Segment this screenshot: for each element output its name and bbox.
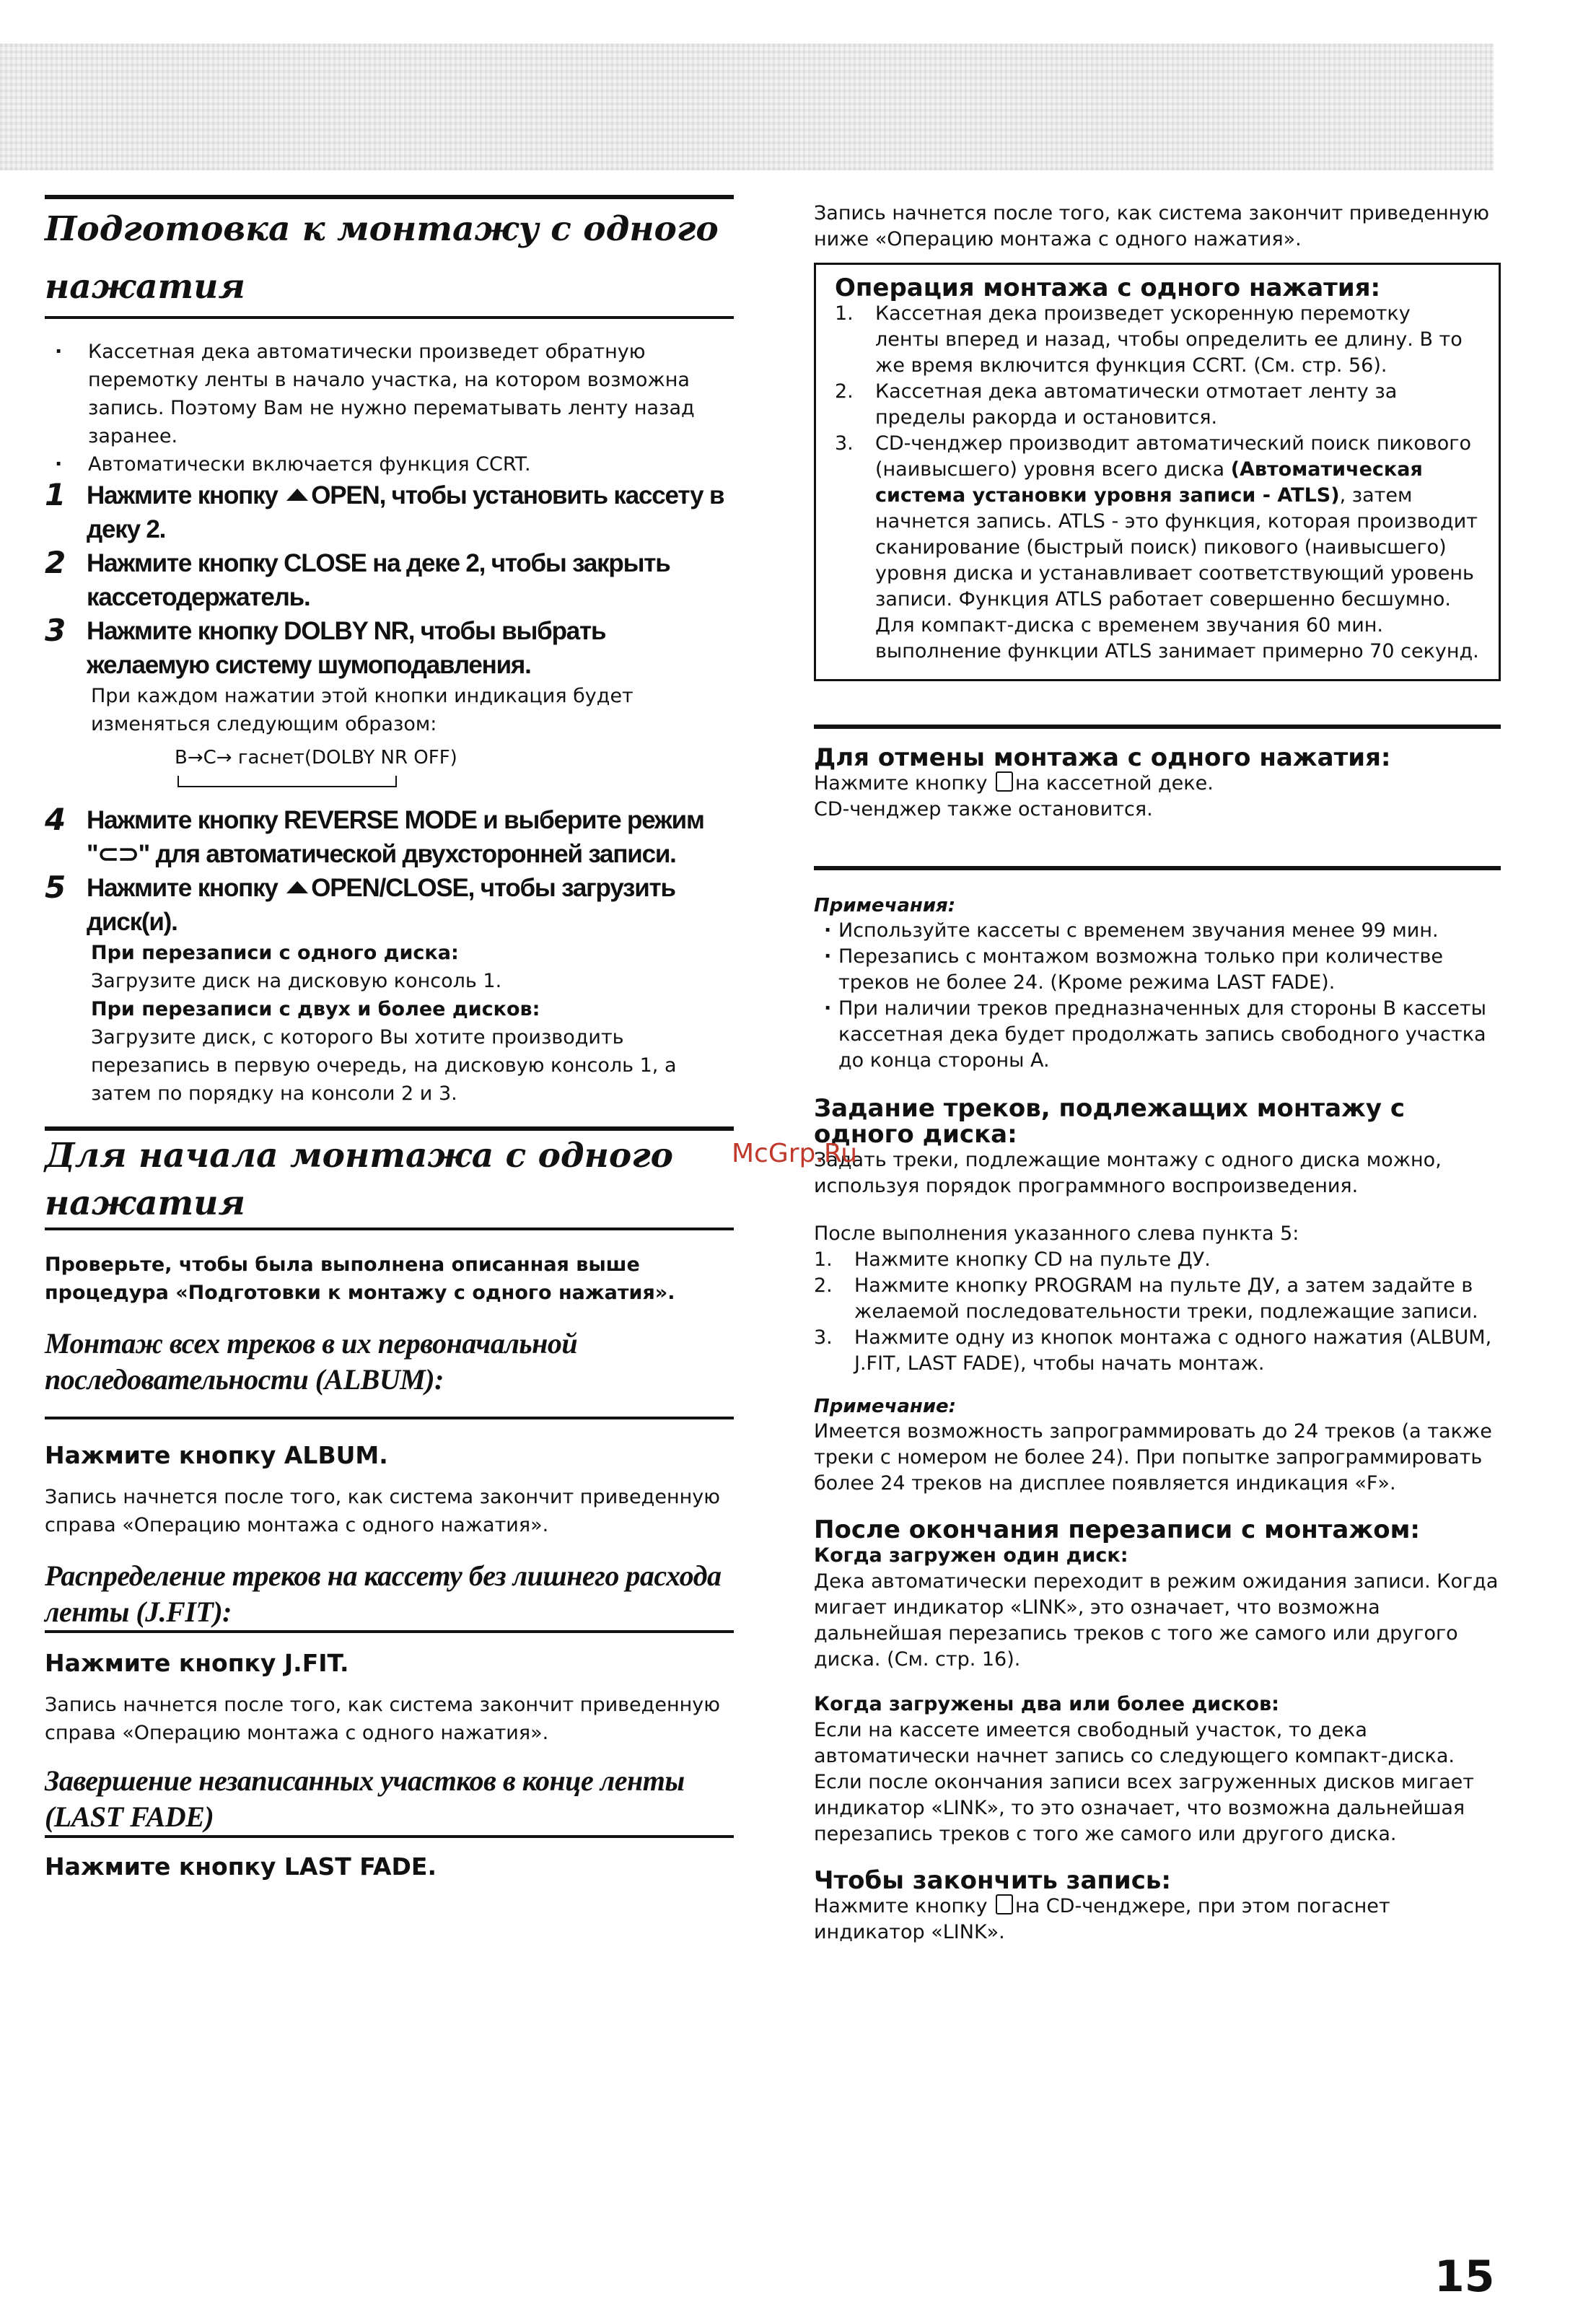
rule <box>45 1126 734 1131</box>
diagram-label: B→C→ гаснет(DOLBY NR OFF) <box>175 747 457 769</box>
jfit-text: Запись начнется после того, как система закончит приведенную справа «Операцию монтажа с одного нажатия». <box>45 1694 720 1744</box>
page-number: 15 <box>1434 2251 1495 2302</box>
after-end-title: После окончания перезаписи с монтажом: <box>814 1515 1420 1544</box>
step-4 <box>45 803 734 871</box>
prep-title: Подготовка к монтажу с одного нажатия <box>45 209 719 307</box>
sub-text: Загрузите диск на дисковую консоль 1. <box>91 970 502 992</box>
stop-icon <box>996 771 1013 792</box>
item-text: Нажмите одну из кнопок монтажа с одного нажатия (ALBUM, J.FIT, LAST FADE), чтобы начать монтаж. <box>854 1326 1492 1375</box>
list-item: · Автоматически включается функция CCRT. <box>45 450 734 478</box>
lastfade-title: Завершение незаписанных участков в конце ленты (LAST FADE) <box>45 1764 685 1833</box>
left-column <box>45 195 734 1881</box>
step-text: Нажмите кнопку <box>87 874 278 902</box>
list-item: · Перезапись с монтажом возможна только при количестве треков не более 24. (Кроме режима LAST FADE). <box>814 944 1501 996</box>
operation-box <box>814 263 1501 681</box>
step-3-sub: При каждом нажатии этой кнопки индикация будет изменяться следующим образом: <box>91 685 633 735</box>
step-1 <box>45 478 734 546</box>
item-text: , затем начнется запись. ATLS - это функция, которая производит сканирование (быстрый поиск) пикового (наивысшего) уровня диска и устанавливает соответствующий уровень записи. Функция ATLS работает совершенно бесшумно. Для компакт-диска с временем звучания 60 мин. выполнение функции ATLS занимает примерно 70 секунд. <box>875 484 1479 662</box>
tracks-title: Задание треков, подлежащих монтажу с одного диска: <box>814 1094 1406 1149</box>
header-texture-band <box>0 43 1494 170</box>
tracks-note-text: Имеется возможность запрограммировать до 24 треков (а также треки с номером не более 24). При попытке запрограммировать более 24 треков на дисплее появляется индикация «F». <box>814 1420 1492 1495</box>
sub-heading: При перезаписи с двух и более дисков: <box>91 998 540 1020</box>
rule <box>45 195 734 199</box>
text: Нажмите кнопку <box>814 1895 988 1917</box>
tracks-note-title: Примечание: <box>814 1396 957 1417</box>
step-5-sub <box>45 939 734 1108</box>
sub-heading: При перезаписи с одного диска: <box>91 942 459 964</box>
tracks-after: После выполнения указанного слева пункта 5: <box>814 1222 1299 1245</box>
item-text: Нажмите кнопку CD на пульте ДУ. <box>854 1248 1211 1271</box>
cancel-line1 <box>814 771 1501 797</box>
lastfade-instruction: Нажмите кнопку LAST FADE. <box>45 1852 437 1881</box>
jfit-instruction: Нажмите кнопку J.FIT. <box>45 1649 349 1677</box>
list-item: · При наличии треков предназначенных для стороны B кассеты кассетная дека будет продолжать запись свободного участка до конца стороны A. <box>814 996 1501 1074</box>
item-text: Нажмите кнопку PROGRAM на пульте ДУ, а затем задайте в желаемой последовательности треки, подлежащие записи. <box>854 1274 1478 1323</box>
list-item: 1. Нажмите кнопку CD на пульте ДУ. <box>814 1247 1501 1273</box>
text: на CD-ченджере, при этом погаснет индикатор «LINK». <box>814 1895 1390 1943</box>
tracks-text: Задать треки, подлежащие монтажу с одного диска можно, используя порядок программного воспроизведения. <box>814 1149 1442 1197</box>
operation-list <box>835 301 1480 665</box>
start-title: Для начала монтажа с одного нажатия <box>45 1136 674 1223</box>
cancel-line2: CD-ченджер также остановится. <box>814 798 1153 820</box>
eject-icon <box>286 881 308 893</box>
start-intro: Проверьте, чтобы была выполнена описанная выше процедура «Подготовки к монтажу с одного нажатия». <box>45 1253 675 1304</box>
after-end-two-text2: Если после окончания записи всех загруженных дисков мигает индикатор «LINK», то это означает, что возможна дальнейшая перезапись треков с того же самого или другого диска. <box>814 1771 1474 1845</box>
step-text: OPEN, чтобы установить кассету в деку 2. <box>87 481 724 543</box>
step-number: 1 <box>45 477 66 512</box>
right-column <box>814 201 1501 1946</box>
finish-title: Чтобы закончить запись: <box>814 1866 1171 1895</box>
list-item: 2. Кассетная дека автоматически отмотает ленту за пределы ракорда и остановится. <box>835 379 1480 431</box>
jfit-title: Распределение треков на кассету без лишнего расхода ленты (J.FIT): <box>45 1559 722 1628</box>
item-text: CD-ченджер производит автоматический поиск пикового (наивысшего) уровня всего диска <box>875 432 1472 481</box>
watermark: McGrp.Ru <box>732 1139 858 1168</box>
dolby-cycle-diagram <box>175 747 734 790</box>
step-number: 2 <box>45 545 66 580</box>
text: Нажмите кнопку <box>814 772 988 795</box>
notes-title: Примечания: <box>814 895 956 916</box>
eject-icon <box>286 489 308 501</box>
tracks-list <box>814 1247 1501 1377</box>
text: на кассетной деке. <box>1015 772 1214 795</box>
list-item: · Используйте кассеты с временем звучания менее 99 мин. <box>814 918 1501 944</box>
sub-text: Загрузите диск, с которого Вы хотите производить перезапись в первую очередь, на дисковую консоль 1, а затем по порядку на консоли 2 и 3. <box>91 1026 677 1105</box>
step-3 <box>45 614 734 682</box>
cancel-title: Для отмены монтажа с одного нажатия: <box>814 743 1391 772</box>
album-title: Монтаж всех треков в их первоначальной последовательности (ALBUM): <box>45 1327 578 1396</box>
list-item: · Кассетная дека автоматически произведет обратную перемотку ленты в начало участка, на котором возможна запись. Поэтому Вам не нужно перематывать ленту назад заранее. <box>45 338 734 450</box>
step-number: 5 <box>45 870 66 905</box>
step-number: 4 <box>45 802 66 837</box>
album-text: Запись начнется после того, как система закончит приведенную справа «Операцию монтажа с одного нажатия». <box>45 1486 720 1536</box>
after-end-one-text: Дека автоматически переходит в режим ожидания записи. Когда мигает индикатор «LINK», это означает, что возможна дальнейшая перезапись треков с того же самого или другого диска. (См. стр. 16). <box>814 1570 1499 1671</box>
step-text: Нажмите кнопку REVERSE MODE и выберите режим "⊂⊃" для автоматической двухсторонней записи. <box>87 806 704 868</box>
notes-list <box>814 918 1501 1074</box>
item-text-bold: (Автоматическая система установки уровня записи - ATLS) <box>875 458 1423 507</box>
stop-icon <box>996 1894 1013 1914</box>
list-item: 2. Нажмите кнопку PROGRAM на пульте ДУ, а затем задайте в желаемой последовательности треки, подлежащие записи. <box>814 1273 1501 1325</box>
list-item: 3. Нажмите одну из кнопок монтажа с одного нажатия (ALBUM, J.FIT, LAST FADE), чтобы начать монтаж. <box>814 1325 1501 1377</box>
after-end-one-title: Когда загружен один диск: <box>814 1544 1128 1567</box>
step-text: Нажмите кнопку DOLBY NR, чтобы выбрать желаемую систему шумоподавления. <box>87 617 606 679</box>
step-number: 3 <box>45 613 66 648</box>
list-item: 3. CD-ченджер производит автоматический поиск пикового (наивысшего) уровня всего диска (Автоматическая система установки уровня записи - ATLS), затем начнется запись. ATLS - это функция, которая производит сканирование (быстрый поиск) пикового (наивысшего) уровня диска и устанавливает соответствующий уровень записи. Функция ATLS работает совершенно бесшумно. Для компакт-диска с временем звучания 60 мин. выполнение функции ATLS занимает примерно 70 секунд. <box>835 432 1479 662</box>
after-end-two-title: Когда загружены два или более дисков: <box>814 1693 1279 1715</box>
step-2 <box>45 546 734 614</box>
list-item: 1. Кассетная дека произведет ускоренную перемотку ленты вперед и назад, чтобы определить ее длину. В то же время включится функция CCRT. (См. стр. 56). <box>835 301 1480 379</box>
loop-arrow-icon <box>177 776 397 787</box>
after-end-two-text1: Если на кассете имеется свободный участок, то дека автоматически начнет запись со следующего компакт-диска. <box>814 1719 1455 1767</box>
prep-bullets <box>45 338 734 478</box>
item-text: Кассетная дека автоматически отмотает ленту за пределы ракорда и остановится. <box>875 380 1398 429</box>
item-text: Кассетная дека произведет ускоренную перемотку ленты вперед и назад, чтобы определить ее длину. В то же время включится функция CCRT. (См. стр. 56). <box>875 302 1463 377</box>
step-5 <box>45 871 734 939</box>
step-text: OPEN/CLOSE, чтобы загрузить диск(и). <box>87 874 675 936</box>
step-text: Нажмите кнопку CLOSE на деке 2, чтобы закрыть кассетодержатель. <box>87 549 670 611</box>
operation-title: Операция монтажа с одного нажатия: <box>835 273 1381 302</box>
album-instruction: Нажмите кнопку ALBUM. <box>45 1441 388 1469</box>
finish-text <box>814 1894 1501 1946</box>
step-text: Нажмите кнопку <box>87 481 278 509</box>
right-intro: Запись начнется после того, как система закончит приведенную ниже «Операцию монтажа с одного нажатия». <box>814 202 1489 250</box>
